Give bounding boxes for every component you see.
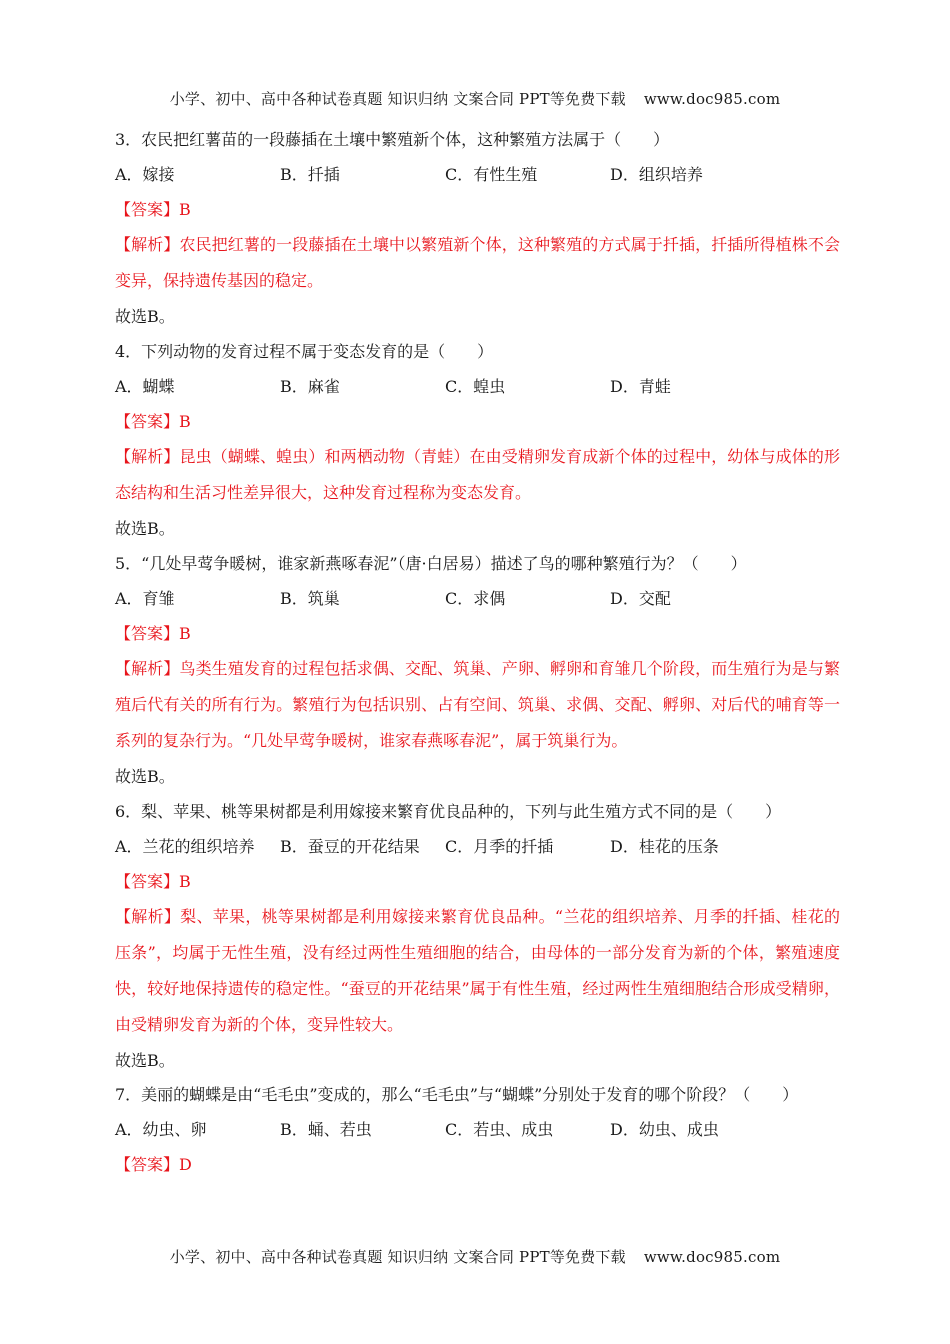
question-5-stem: 5．“几处早莺争暖树，谁家新燕啄春泥”（唐·白居易）描述了鸟的哪种繁殖行为？（ ） bbox=[115, 554, 747, 573]
question-5-answer: 【答案】B bbox=[115, 624, 191, 643]
option-d: D．青蛙 bbox=[610, 377, 671, 396]
question-6-options bbox=[115, 829, 840, 864]
question-5-conclusion: 故选B。 bbox=[115, 767, 175, 786]
question-3-analysis: 【解析】农民把红薯的一段藤插在土壤中以繁殖新个体，这种繁殖的方式属于扦插，扦插所得植株不会变异，保持遗传基因的稳定。 bbox=[115, 235, 840, 290]
option-a: A．兰花的组织培养 bbox=[115, 837, 255, 856]
option-b: B．蚕豆的开花结果 bbox=[280, 837, 420, 856]
option-b: B．扦插 bbox=[280, 165, 340, 184]
question-5-options bbox=[115, 581, 840, 616]
option-a: A．嫁接 bbox=[115, 165, 175, 184]
option-d: D．幼虫、成虫 bbox=[610, 1120, 719, 1139]
question-6-answer: 【答案】B bbox=[115, 872, 191, 891]
question-6-stem: 6．梨、苹果、桃等果树都是利用嫁接来繁育优良品种的，下列与此生殖方式不同的是（ ） bbox=[115, 802, 782, 821]
option-a: A．蝴蝶 bbox=[115, 377, 175, 396]
question-3-answer: 【答案】B bbox=[115, 200, 191, 219]
question-4-options bbox=[115, 369, 840, 404]
option-b: B．蛹、若虫 bbox=[280, 1120, 372, 1139]
footer-text: 小学、初中、高中各种试卷真题 知识归纳 文案合同 PPT等免费下载 bbox=[169, 1248, 626, 1266]
option-c: C．月季的扦插 bbox=[445, 837, 554, 856]
question-7-stem: 7．美丽的蝴蝶是由“毛毛虫”变成的，那么“毛毛虫”与“蝴蝶”分别处于发育的哪个阶段？（ ） bbox=[115, 1085, 799, 1104]
page-header bbox=[0, 88, 950, 109]
header-site: www.doc985.com bbox=[643, 90, 781, 108]
option-c: C．求偶 bbox=[445, 589, 506, 608]
question-3-options bbox=[115, 157, 840, 192]
question-4-analysis: 【解析】昆虫（蝴蝶、蝗虫）和两栖动物（青蛙）在由受精卵发育成新个体的过程中，幼体与成体的形态结构和生活习性差异很大，这种发育过程称为变态发育。 bbox=[115, 447, 840, 502]
document-body bbox=[115, 122, 840, 1182]
page-footer bbox=[0, 1246, 950, 1267]
option-a: A．幼虫、卵 bbox=[115, 1120, 207, 1139]
option-b: B．麻雀 bbox=[280, 377, 340, 396]
option-d: D．组织培养 bbox=[610, 165, 703, 184]
option-c: C．若虫、成虫 bbox=[445, 1120, 554, 1139]
question-4-conclusion: 故选B。 bbox=[115, 519, 175, 538]
question-7-answer: 【答案】D bbox=[115, 1155, 192, 1174]
option-b: B．筑巢 bbox=[280, 589, 340, 608]
option-c: C．蝗虫 bbox=[445, 377, 506, 396]
option-d: D．桂花的压条 bbox=[610, 837, 719, 856]
option-a: A．育雏 bbox=[115, 589, 175, 608]
question-3-stem: 3．农民把红薯苗的一段藤插在土壤中繁殖新个体，这种繁殖方法属于（ ） bbox=[115, 130, 670, 149]
question-6-conclusion: 故选B。 bbox=[115, 1051, 175, 1070]
question-7-options bbox=[115, 1112, 840, 1147]
question-4-stem: 4．下列动物的发育过程不属于变态发育的是（ ） bbox=[115, 342, 494, 361]
question-5-analysis: 【解析】鸟类生殖发育的过程包括求偶、交配、筑巢、产卵、孵卵和育雏几个阶段，而生殖行为是与繁殖后代有关的所有行为。繁殖行为包括识别、占有空间、筑巢、求偶、交配、孵卵、对后代的哺育等一系列的复杂行为。“几处早莺争暖树，谁家春燕啄春泥”，属于筑巢行为。 bbox=[115, 659, 840, 750]
question-6-analysis: 【解析】梨、苹果，桃等果树都是利用嫁接来繁育优良品种。“兰花的组织培养、月季的扦插、桂花的压条”，均属于无性生殖，没有经过两性生殖细胞的结合，由母体的一部分发育为新的个体，繁殖速度快，较好地保持遗传的稳定性。“蚕豆的开花结果”属于有性生殖，经过两性生殖细胞结合形成受精卵，由受精卵发育为新的个体，变异性较大。 bbox=[115, 907, 840, 1034]
question-4-answer: 【答案】B bbox=[115, 412, 191, 431]
option-d: D．交配 bbox=[610, 589, 671, 608]
question-3-conclusion: 故选B。 bbox=[115, 307, 175, 326]
footer-site: www.doc985.com bbox=[643, 1248, 781, 1266]
header-text: 小学、初中、高中各种试卷真题 知识归纳 文案合同 PPT等免费下载 bbox=[169, 90, 626, 108]
option-c: C．有性生殖 bbox=[445, 165, 538, 184]
